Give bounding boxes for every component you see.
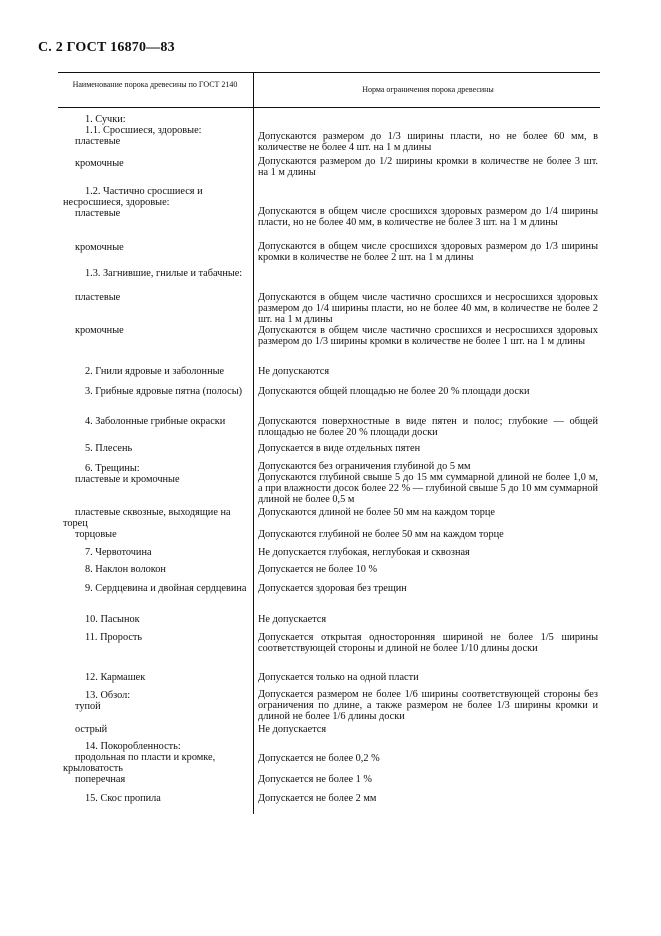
defect-norm: Допускаются в общем числе сросшихся здоровых размером до 1/3 ширины кромки в количестве не более 2 шт. на 1 м длины xyxy=(258,241,598,263)
defect-name: 1.1. Сросшиеся, здоровые: xyxy=(85,125,202,136)
defect-name: пластевые xyxy=(75,136,121,147)
table-header-rule xyxy=(58,107,600,108)
page-header: С. 2 ГОСТ 16870—83 xyxy=(38,40,175,55)
defect-name: 5. Плесень xyxy=(85,443,133,454)
defect-name: 8. Наклон волокон xyxy=(85,564,166,575)
column-header-defect: Наименование порока древесины по ГОСТ 2140 xyxy=(72,80,238,89)
defect-name: кромочные xyxy=(75,158,124,169)
defect-norm: Допускается не более 2 мм xyxy=(258,793,377,804)
defect-norm: Допускается здоровая без трещин xyxy=(258,583,407,594)
defect-norm: Допускаются в общем числе частично сросшихся и несросшихся здоровых размером до 1/3 ширины кромки в количестве не более 1 шт. на 1 м длины xyxy=(258,325,598,347)
defect-name: кромочные xyxy=(75,325,124,336)
defect-norm: Допускается размером не более 1/6 ширины соответствующей стороны без ограничения по длине, а также размером не более 1/3 ширины кромки и длиной не более 1/6 длины доски xyxy=(258,689,598,722)
defect-name: 15. Скос пропила xyxy=(85,793,161,804)
defect-norm: Допускаются длиной не более 50 мм на каждом торце xyxy=(258,507,495,518)
defect-name: 2. Гнили ядровые и заболонные xyxy=(85,366,225,377)
defect-name: 9. Сердцевина и двойная сердцевина xyxy=(85,583,247,594)
defect-name: поперечная xyxy=(75,774,126,785)
defect-norm: Допускаются в общем числе сросшихся здоровых размером до 1/4 ширины пласти, но не более 40 мм, в количестве не более 3 шт. на 1 м длины xyxy=(258,206,598,228)
defect-norm: Допускаются поверхностные в виде пятен и полос; глубокие — общей площадью не более 20 % площади доски xyxy=(258,416,598,438)
defect-norm: Не допускается xyxy=(258,724,327,735)
defect-norm: Не допускается глубокая, неглубокая и сквозная xyxy=(258,547,470,558)
defect-norm: Допускается не более 10 % xyxy=(258,564,378,575)
defect-norm: Допускаются размером до 1/3 ширины пласти, но не более 60 мм, в количестве не более 4 шт. на 1 м длины xyxy=(258,131,598,153)
defect-name: пластевые xyxy=(75,208,121,219)
defect-norm: Допускаются в общем числе частично сросшихся и несросшихся здоровых размером до 1/4 ширины пласти, но не более 40 мм, в количестве не более 2 шт. на 1 м длины xyxy=(258,292,598,325)
defect-norm: Не допускаются xyxy=(258,366,330,377)
defect-name: пластевые сквозные, выходящие на торец xyxy=(63,507,231,529)
defect-norm: Допускаются без ограничения глубиной до 5 мм xyxy=(258,461,471,472)
defect-norm: Допускаются глубиной свыше 5 до 15 мм суммарной длиной не более 1,0 м, а при влажности досок более 22 % — глубиной свыше 5 до 10 мм суммарной длиной не более 0,5 м xyxy=(258,472,598,505)
defect-name: 7. Червоточина xyxy=(85,547,152,558)
defect-norm: Допускается в виде отдельных пятен xyxy=(258,443,421,454)
defect-name: 14. Покоробленность: xyxy=(85,741,181,752)
defect-name: торцовые xyxy=(75,529,117,540)
defect-name: 10. Пасынок xyxy=(85,614,140,625)
defect-norm: Допускаются общей площадью не более 20 % площади доски xyxy=(258,386,530,397)
defect-name: продольная по пласти и кромке, крыловатость xyxy=(63,752,216,774)
defect-name: 3. Грибные ядровые пятна (полосы) xyxy=(85,386,243,397)
defect-name: острый xyxy=(75,724,108,735)
defect-name: 1. Сучки: xyxy=(85,114,126,125)
column-header-norm: Норма ограничения порока древесины xyxy=(362,85,494,94)
defect-norm: Допускается открытая односторонняя шириной не более 1/5 ширины соответствующей стороны и длиной не более 1/10 длины доски xyxy=(258,632,598,654)
defect-norm: Допускается не более 0,2 % xyxy=(258,753,380,764)
table-top-rule xyxy=(58,72,600,73)
defect-name: 1.3. Загнившие, гнилые и табачные: xyxy=(85,268,243,279)
defect-name: пластевые и кромочные xyxy=(75,474,180,485)
defect-name: пластевые xyxy=(75,292,121,303)
defect-name: 11. Прорость xyxy=(85,632,143,643)
defect-name: 6. Трещины: xyxy=(85,463,140,474)
defect-name: тупой xyxy=(75,701,101,712)
defect-name: кромочные xyxy=(75,242,124,253)
defect-name: 4. Заболонные грибные окраски xyxy=(85,416,226,427)
defect-name: 13. Обзол: xyxy=(85,690,131,701)
defect-norm: Допускаются размером до 1/2 ширины кромки в количестве не более 3 шт. на 1 м длины xyxy=(258,156,598,178)
defect-norm: Не допускается xyxy=(258,614,327,625)
defect-name: 1.2. Частично сросшиеся и несросшиеся, здоровые: xyxy=(63,186,203,208)
defect-norm: Допускается не более 1 % xyxy=(258,774,372,785)
defect-norm: Допускаются глубиной не более 50 мм на каждом торце xyxy=(258,529,504,540)
defect-norm: Допускается только на одной пласти xyxy=(258,672,419,683)
defect-name: 12. Кармашек xyxy=(85,672,146,683)
